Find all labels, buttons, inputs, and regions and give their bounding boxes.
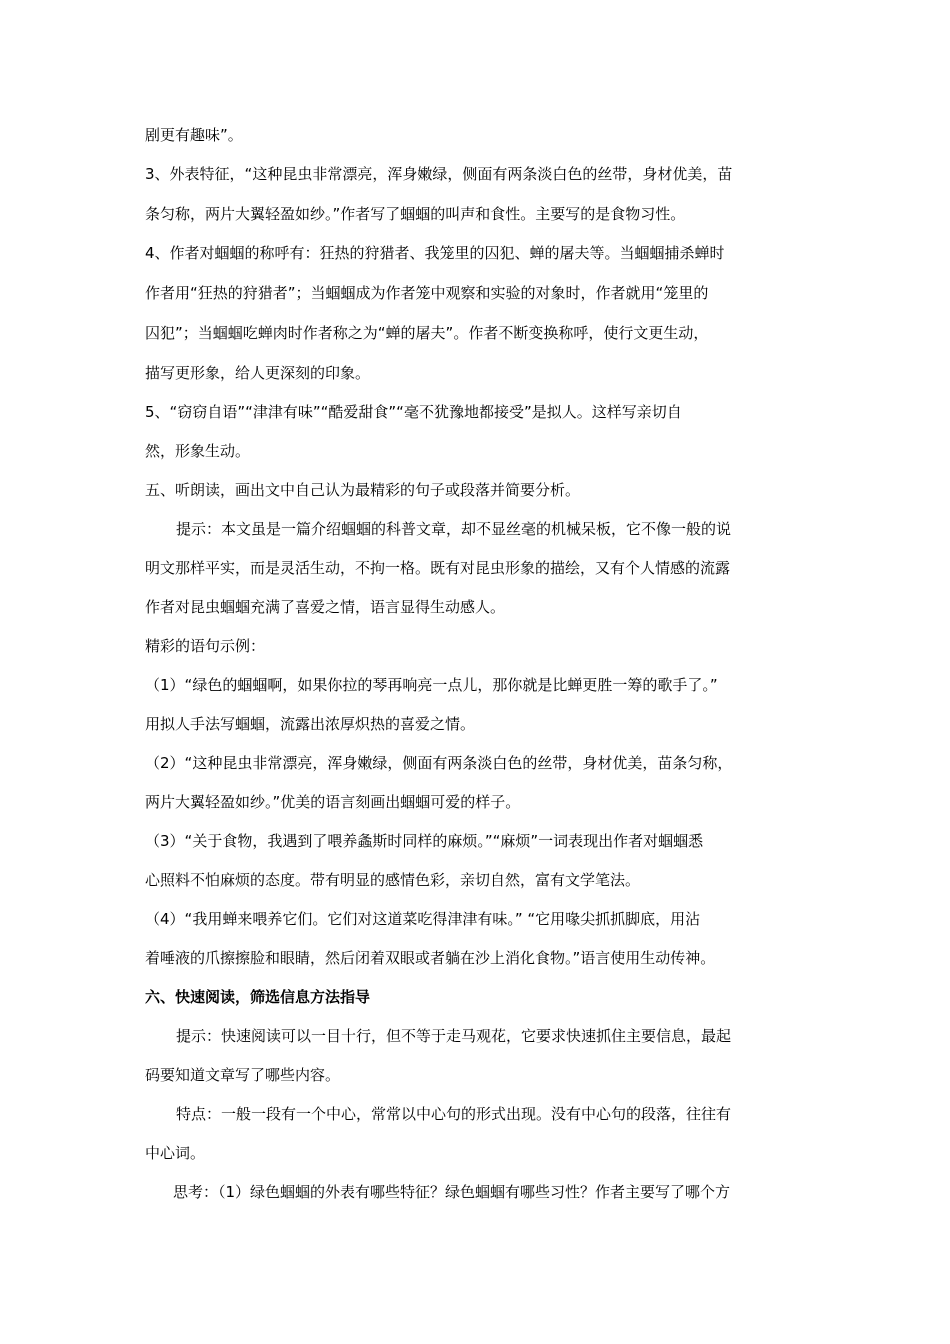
text-line: 3、外表特征，“这种昆虫非常漂亮，浑身嫩绿，侧面有两条淡白色的丝带，身材优美，苗 bbox=[145, 165, 733, 183]
text-line: （1）“绿色的蝈蝈啊，如果你拉的琴再响亮一点儿，那你就是比蝉更胜一筹的歌手了。” bbox=[145, 676, 718, 694]
section-heading: 五、听朗读，画出文中自己认为最精彩的句子或段落并简要分析。 bbox=[145, 481, 581, 499]
text-line: （3）“关于食物，我遇到了喂养螽斯时同样的麻烦。”“麻烦”一词表现出作者对蝈蝈悉 bbox=[145, 832, 704, 850]
text-line: 两片大翼轻盈如纱。”优美的语言刻画出蝈蝈可爱的样子。 bbox=[145, 793, 521, 811]
text-line: （4）“我用蝉来喂养它们。它们对这道菜吃得津津有味。” “它用喙尖抓抓脚底，用沾 bbox=[145, 910, 701, 928]
text-line: 心照料不怕麻烦的态度。带有明显的感情色彩，亲切自然，富有文学笔法。 bbox=[145, 871, 641, 889]
text-line: 作者用“狂热的狩猎者”；当蝈蝈成为作者笼中观察和实验的对象时，作者就用“笼里的 bbox=[145, 284, 709, 302]
text-line: 剧更有趣味”。 bbox=[145, 126, 243, 144]
text-line: 明文那样平实，而是灵活生动，不拘一格。既有对昆虫形象的描绘，又有个人情感的流露 bbox=[145, 559, 731, 577]
text-line: 然，形象生动。 bbox=[145, 442, 251, 460]
text-line: 提示：快速阅读可以一目十行，但不等于走马观花，它要求快速抓住主要信息，最起 bbox=[176, 1027, 732, 1045]
section-heading: 六、快速阅读，筛选信息方法指导 bbox=[145, 988, 371, 1006]
text-line: 特点：一般一段有一个中心，常常以中心句的形式出现。没有中心句的段落，往往有 bbox=[176, 1105, 732, 1123]
text-line: 囚犯”；当蝈蝈吃蝉肉时作者称之为“蝉的屠夫”。作者不断变换称呼，使行文更生动， bbox=[145, 324, 709, 342]
text-line: 思考：（1）绿色蝈蝈的外表有哪些特征？绿色蝈蝈有哪些习性？作者主要写了哪个方 bbox=[173, 1183, 731, 1201]
text-line: 条匀称，两片大翼轻盈如纱。”作者写了蝈蝈的叫声和食性。主要写的是食物习性。 bbox=[145, 205, 686, 223]
text-line: 用拟人手法写蝈蝈，流露出浓厚炽热的喜爱之情。 bbox=[145, 715, 476, 733]
text-line: 码要知道文章写了哪些内容。 bbox=[145, 1066, 341, 1084]
text-line: 4、作者对蝈蝈的称呼有：狂热的狩猎者、我笼里的囚犯、蝉的屠夫等。当蝈蝈捕杀蝉时 bbox=[145, 244, 725, 262]
text-line: 作者对昆虫蝈蝈充满了喜爱之情，语言显得生动感人。 bbox=[145, 598, 506, 616]
text-line: 精彩的语句示例： bbox=[145, 637, 266, 655]
text-line: 中心词。 bbox=[145, 1144, 206, 1162]
text-line: 描写更形象，给人更深刻的印象。 bbox=[145, 364, 371, 382]
text-line: （2）“这种昆虫非常漂亮，浑身嫩绿，侧面有两条淡白色的丝带，身材优美，苗条匀称， bbox=[145, 754, 733, 772]
text-line: 着唾液的爪擦擦脸和眼睛，然后闭着双眼或者躺在沙上消化食物。”语言使用生动传神。 bbox=[145, 949, 716, 967]
text-line: 5、“窃窃自语”“津津有味”“酷爱甜食”“毫不犹豫地都接受”是拟人。这样写亲切自 bbox=[145, 403, 682, 421]
text-line: 提示：本文虽是一篇介绍蝈蝈的科普文章，却不显丝毫的机械呆板，它不像一般的说 bbox=[176, 520, 732, 538]
